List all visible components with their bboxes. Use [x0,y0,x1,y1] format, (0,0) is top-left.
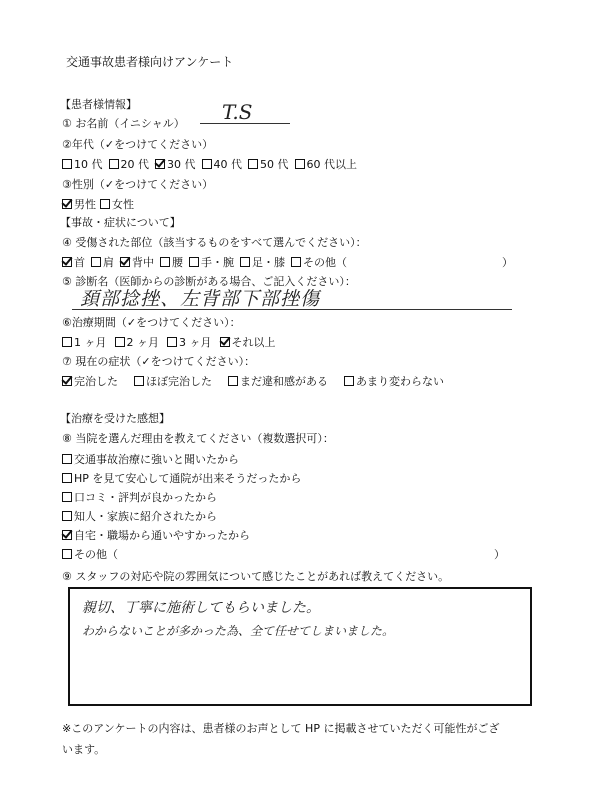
q8-option[interactable] [62,529,250,542]
checkbox-icon[interactable] [228,376,238,386]
q8-row [62,451,243,467]
q2-option-label: 30 代 [167,158,196,171]
q4-option[interactable] [291,256,347,269]
checkbox-icon[interactable] [62,159,72,169]
q8-option[interactable] [62,510,217,523]
q8-option-label: 自宅・職場から通いやすかったから [74,529,250,542]
q8-label: ⑧ 当院を選んだ理由を教えてください（複数選択可）： [62,432,334,445]
q3-option-label: 女性 [112,198,134,211]
q6-option[interactable] [115,336,160,349]
q2-option-label: 10 代 [74,158,103,171]
q8-row [62,470,305,486]
q6-options [62,334,284,350]
q8-option-label: 知人・家族に紹介されたから [74,510,217,523]
section-patient-info: 【患者様情報】 [60,98,137,111]
q7-option-label: 完治した [74,375,118,388]
q8-option[interactable] [62,472,301,485]
page-title: 交通事故患者様向けアンケート [66,55,234,69]
q5-underline [72,309,512,310]
q8-row [62,546,122,562]
q8-option-label: 口コミ・評判が良かったから [74,491,217,504]
q1-label: ① お名前（イニシャル） [62,117,185,130]
q8-close-paren: ） [494,548,505,561]
q8-option-label: HP を見て安心して通院が出来そうだったから [74,472,302,485]
q2-option[interactable] [155,158,196,171]
q2-option-label: 50 代 [260,158,289,171]
q2-option[interactable] [109,158,150,171]
checkbox-icon[interactable] [62,337,72,347]
checkbox-icon[interactable] [100,199,110,209]
q7-option[interactable] [344,375,444,388]
checked-checkbox-icon[interactable] [62,257,72,267]
q1-underline [200,123,290,124]
checkbox-icon[interactable] [62,492,72,502]
q9-label: ⑨ スタッフの対応や院の雰囲気について感じたことがあれば教えてください。 [62,570,450,583]
q7-option-label: まだ違和感がある [240,375,328,388]
q9-answer-line2: わからないことが多かった為、全て任せてしまいました。 [82,624,395,638]
checkbox-icon[interactable] [291,257,301,267]
q4-option[interactable] [91,256,114,269]
q3-option-label: 男性 [74,198,96,211]
q8-option[interactable] [62,491,217,504]
checkbox-icon[interactable] [62,549,72,559]
checked-checkbox-icon[interactable] [62,199,72,209]
checkbox-icon[interactable] [109,159,119,169]
section-impression: 【治療を受けた感想】 [60,412,170,425]
q2-option[interactable] [295,158,358,171]
q4-option[interactable] [160,256,183,269]
checkbox-icon[interactable] [160,257,170,267]
q4-options [62,254,353,270]
q4-option-label: 腰 [172,256,183,269]
checkbox-icon[interactable] [62,511,72,521]
q8-row [62,489,221,505]
q5-label: ⑤ 診断名（医師からの診断がある場合、ご記入ください）： [62,275,356,288]
q6-label: ⑥治療期間（✓をつけてください）： [62,316,241,329]
q3-options [62,196,138,212]
checked-checkbox-icon[interactable] [62,530,72,540]
footer-note-line1: ※このアンケートの内容は、患者様のお声として HP に掲載させていただく可能性がござ [62,722,500,735]
q7-options [62,373,460,389]
q2-option-label: 40 代 [213,158,242,171]
q2-option[interactable] [202,158,243,171]
q9-answer-line1: 親切、丁寧に施術してもらいました。 [82,600,320,616]
q4-close-paren: ） [502,256,513,269]
checked-checkbox-icon[interactable] [220,337,230,347]
checkbox-icon[interactable] [248,159,258,169]
footer-note-line2: います。 [62,743,106,756]
q8-option[interactable] [62,548,118,561]
q2-option-label: 20 代 [120,158,149,171]
checkbox-icon[interactable] [134,376,144,386]
q2-option-label: 60 代以上 [306,158,357,171]
q6-option-label: 1 ヶ月 [74,336,107,349]
q7-option[interactable] [134,375,212,388]
q4-option-label: 手・腕 [201,256,234,269]
q8-option-label: その他（ [74,548,118,561]
q2-option[interactable] [248,158,289,171]
q6-option-label: 2 ヶ月 [126,336,159,349]
q8-option[interactable] [62,453,239,466]
q7-option-label: あまり変わらない [356,375,444,388]
q5-answer: 頚部捻挫、左背部下部挫傷 [80,288,321,310]
q1-answer: T.S [222,100,253,124]
q4-option[interactable] [189,256,234,269]
q6-option[interactable] [220,336,276,349]
q7-option-label: ほぼ完治した [146,375,212,388]
checkbox-icon[interactable] [62,454,72,464]
checkbox-icon[interactable] [189,257,199,267]
checked-checkbox-icon[interactable] [120,257,130,267]
q4-option[interactable] [240,256,285,269]
q4-option[interactable] [120,256,154,269]
q9-answer-box [68,587,532,706]
q8-option-label: 交通事故治療に強いと聞いたから [74,453,239,466]
q4-option-label: 足・膝 [252,256,285,269]
checkbox-icon[interactable] [115,337,125,347]
q4-option-label: 首 [74,256,85,269]
q2-label: ②年代（✓をつけてください） [62,138,214,151]
q7-option[interactable] [62,375,118,388]
q2-options [62,156,363,172]
q3-label: ③性別（✓をつけてください） [62,178,214,191]
q6-option-label: それ以上 [231,336,276,349]
q2-option[interactable] [62,158,103,171]
checkbox-icon[interactable] [62,473,72,483]
q4-option-label: 背中 [132,256,154,269]
q3-option[interactable] [100,198,134,211]
q4-option[interactable] [62,256,85,269]
q8-row [62,508,221,524]
checkbox-icon[interactable] [295,159,305,169]
checked-checkbox-icon[interactable] [155,159,165,169]
checkbox-icon[interactable] [240,257,250,267]
checkbox-icon[interactable] [202,159,212,169]
q4-label: ④ 受傷された部位（該当するものをすべて選んでください）： [62,236,367,249]
q6-option-label: 3 ヶ月 [179,336,212,349]
checkbox-icon[interactable] [344,376,354,386]
checked-checkbox-icon[interactable] [62,376,72,386]
q4-option-label: 肩 [103,256,114,269]
q7-label: ⑦ 現在の症状（✓をつけてください）： [62,355,256,368]
q3-option[interactable] [62,198,96,211]
checkbox-icon[interactable] [91,257,101,267]
q8-row [62,527,254,543]
q6-option[interactable] [167,336,212,349]
q4-option-label: その他（ [303,256,347,269]
checkbox-icon[interactable] [167,337,177,347]
section-accident: 【事故・症状について】 [60,216,181,229]
q6-option[interactable] [62,336,107,349]
q7-option[interactable] [228,375,328,388]
